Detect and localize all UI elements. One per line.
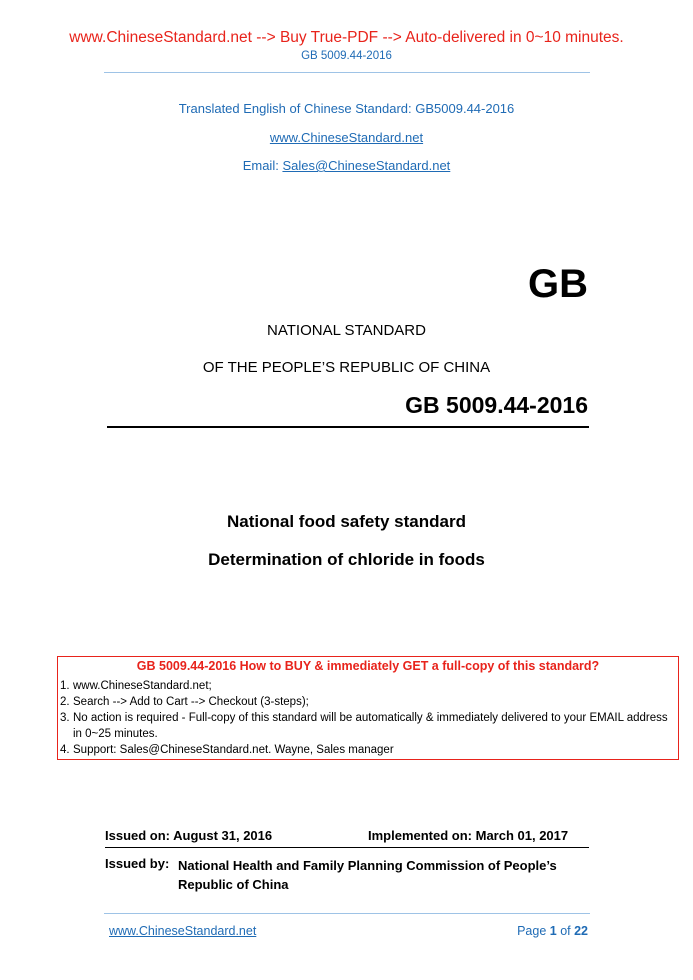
document-title-line1: National food safety standard bbox=[227, 512, 466, 531]
issued-by-label: Issued by: bbox=[105, 856, 170, 871]
issued-on: Issued on: August 31, 2016 bbox=[105, 828, 273, 843]
buy-step-text: www.ChineseStandard.net; bbox=[73, 680, 212, 692]
buy-step bbox=[60, 710, 676, 742]
buy-step bbox=[60, 742, 676, 758]
buy-step-number: 4. bbox=[60, 744, 70, 756]
buy-box-title: GB 5009.44-2016 How to BUY & immediately GET a full-copy of this standard? bbox=[136, 659, 600, 673]
email-link[interactable]: Sales@ChineseStandard.net bbox=[282, 158, 451, 173]
cover-divider bbox=[107, 426, 589, 428]
buy-step-number: 2. bbox=[60, 696, 70, 708]
page-label: Page bbox=[517, 924, 550, 938]
implemented-on: Implemented on: March 01, 2017 bbox=[368, 828, 569, 843]
site-link-wrap bbox=[0, 130, 693, 145]
republic-heading: OF THE PEOPLE’S REPUBLIC OF CHINA bbox=[202, 359, 491, 376]
footer-link-wrap bbox=[109, 924, 256, 938]
buy-step-text: No action is required - Full-copy of this standard will be automatically & immediately delivered to your EMAIL address in 0~25 minutes. bbox=[73, 712, 668, 740]
buy-steps-list bbox=[60, 678, 676, 758]
buy-instructions-box bbox=[57, 656, 679, 760]
buy-step-text: Search --> Add to Cart --> Checkout (3-steps); bbox=[73, 696, 309, 708]
header-divider bbox=[104, 72, 590, 73]
buy-step bbox=[60, 694, 676, 710]
translated-note: Translated English of Chinese Standard: GB5009.44-2016 bbox=[178, 101, 515, 116]
buy-step-number: 1. bbox=[60, 680, 70, 692]
document-title-line2: Determination of chloride in foods bbox=[208, 550, 485, 569]
page-of: of bbox=[556, 924, 575, 938]
site-link[interactable]: www.ChineseStandard.net bbox=[269, 130, 424, 145]
buy-step-number: 3. bbox=[60, 712, 70, 724]
footer-site-link[interactable]: www.ChineseStandard.net bbox=[109, 924, 257, 938]
page-number: 1 bbox=[549, 924, 557, 938]
buy-step-text: Support: Sales@ChineseStandard.net. Wayne, Sales manager bbox=[73, 744, 394, 756]
issue-divider bbox=[105, 847, 589, 848]
standard-code-title: GB 5009.44-2016 bbox=[405, 392, 588, 418]
page-total: 22 bbox=[574, 924, 588, 938]
buy-step bbox=[60, 678, 676, 694]
issued-by-value: National Health and Family Planning Commission of People’s Republic of China bbox=[178, 858, 557, 892]
email-label: Email: bbox=[242, 158, 283, 173]
header-promo-text: www.ChineseStandard.net --> Buy True-PDF --> Auto-delivered in 0~10 minutes. bbox=[69, 29, 624, 46]
gb-logo: GB bbox=[528, 262, 588, 306]
footer-divider bbox=[104, 913, 590, 914]
header-standard-code: GB 5009.44-2016 bbox=[301, 50, 392, 62]
email-line bbox=[0, 158, 693, 173]
national-standard-heading: NATIONAL STANDARD bbox=[267, 322, 426, 339]
page-indicator bbox=[517, 924, 588, 938]
